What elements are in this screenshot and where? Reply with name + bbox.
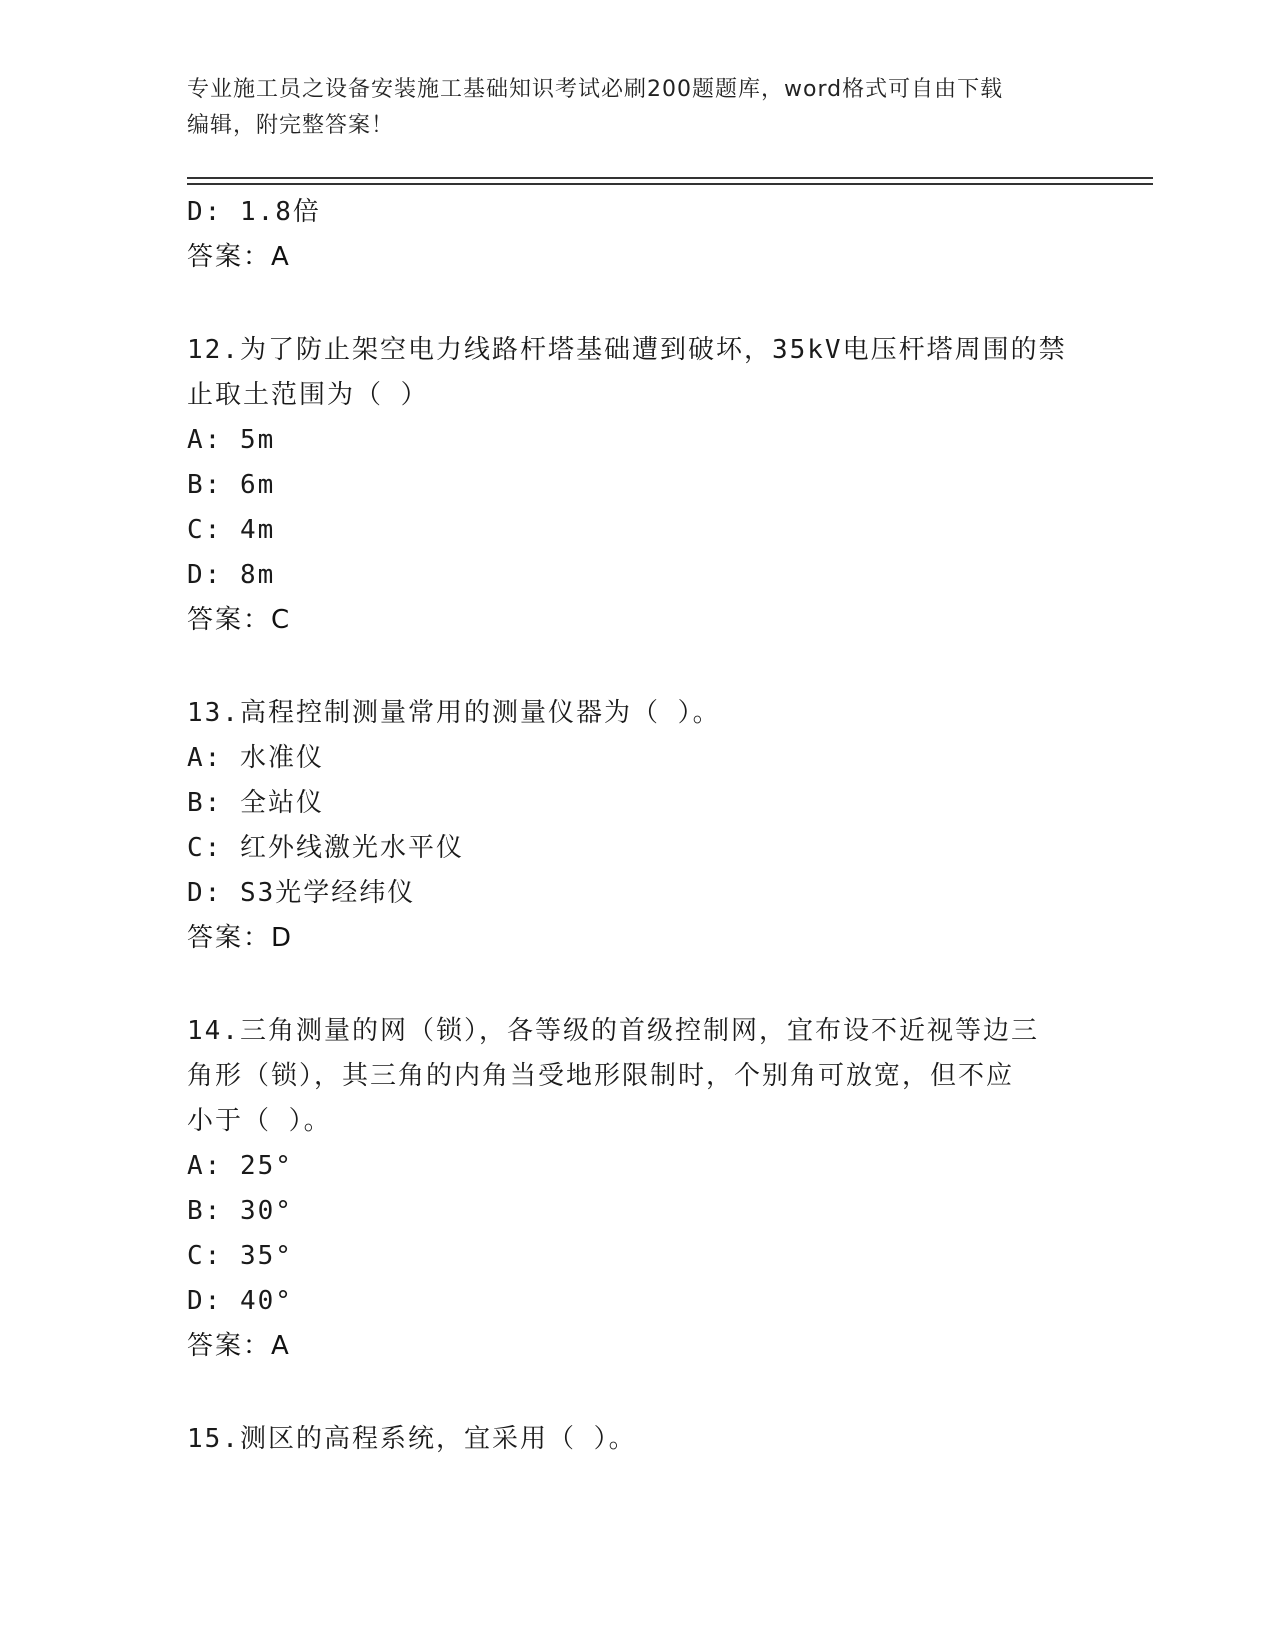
question-12-option-b: B: 6m bbox=[187, 470, 276, 500]
question-13-option-a: A: 水准仪 bbox=[187, 743, 324, 773]
question-12-option-c: C: 4m bbox=[187, 515, 276, 545]
question-14-option-c: C: 35° bbox=[187, 1241, 293, 1271]
question-12 bbox=[187, 328, 1087, 643]
spacer bbox=[187, 643, 1087, 691]
question-14-text-line-3: 小于（ ）。 bbox=[187, 1106, 332, 1136]
spacer bbox=[187, 280, 1087, 328]
question-14-option-a: A: 25° bbox=[187, 1151, 293, 1181]
header-title-line-1: 专业施工员之设备安装施工基础知识考试必刷200题题库，word格式可自由下载 bbox=[187, 77, 1004, 102]
question-13 bbox=[187, 691, 1087, 961]
question-12-text-line-1: 12.为了防止架空电力线路杆塔基础遭到破坏，35kV电压杆塔周围的禁 bbox=[187, 335, 1067, 365]
question-12-text-line-2: 止取土范围为（ ） bbox=[187, 380, 429, 410]
question-14-option-b: B: 30° bbox=[187, 1196, 293, 1226]
question-14-answer: 答案：A bbox=[187, 1331, 291, 1361]
question-12-option-d: D: 8m bbox=[187, 560, 276, 590]
question-13-text-line-1: 13.高程控制测量常用的测量仪器为（ ）。 bbox=[187, 698, 721, 728]
question-content bbox=[187, 190, 1087, 1462]
prev-option-d: D: 1.8倍 bbox=[187, 197, 321, 227]
prev-answer: 答案：A bbox=[187, 242, 291, 272]
question-14-text-line-1: 14.三角测量的网（锁），各等级的首级控制网，宜布设不近视等边三 bbox=[187, 1016, 1039, 1046]
spacer bbox=[187, 1369, 1087, 1417]
question-14 bbox=[187, 1009, 1087, 1369]
question-14-text-line-2: 角形（锁），其三角的内角当受地形限制时，个别角可放宽，但不应 bbox=[187, 1061, 1015, 1091]
document-header bbox=[187, 72, 1087, 144]
header-divider-top bbox=[187, 177, 1153, 179]
header-divider-bottom bbox=[187, 183, 1153, 185]
question-12-answer: 答案：C bbox=[187, 605, 292, 635]
question-15 bbox=[187, 1417, 1087, 1462]
question-13-answer: 答案：D bbox=[187, 923, 294, 953]
header-title-line-2: 编辑，附完整答案！ bbox=[187, 113, 395, 138]
question-13-option-d: D: S3光学经纬仪 bbox=[187, 878, 416, 908]
question-14-option-d: D: 40° bbox=[187, 1286, 293, 1316]
question-13-option-b: B: 全站仪 bbox=[187, 788, 324, 818]
question-13-option-c: C: 红外线激光水平仪 bbox=[187, 833, 464, 863]
question-12-option-a: A: 5m bbox=[187, 425, 276, 455]
spacer bbox=[187, 961, 1087, 1009]
question-15-text-line-1: 15.测区的高程系统，宜采用（ ）。 bbox=[187, 1424, 637, 1454]
